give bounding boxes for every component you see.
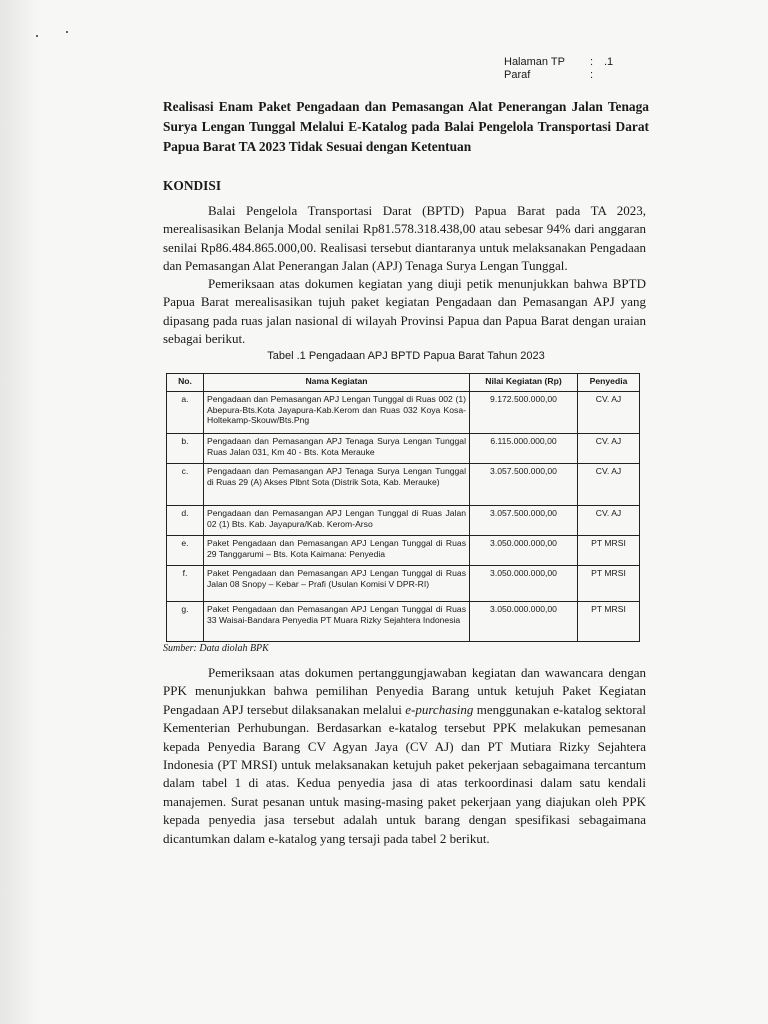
halaman-value: .1 [604, 56, 614, 68]
apj-table [166, 373, 640, 642]
column-header-nama: Nama Kegiatan [204, 374, 470, 392]
cell-nama: Paket Pengadaan dan Pemasangan APJ Lengan Tunggal di Ruas Jalan 08 Snopy – Kebar – Prafi (Usulan Komisi V DPR-RI) [204, 566, 470, 602]
table-row [167, 566, 640, 602]
table-caption: Tabel .1 Pengadaan APJ BPTD Papua Barat Tahun 2023 [267, 350, 545, 362]
table-row [167, 506, 640, 536]
paragraph-1 [163, 202, 646, 276]
cell-nama: Pengadaan dan Pemasangan APJ Lengan Tunggal di Ruas 002 (1) Abepura-Bts.Kota Jayapura-Kab.Kerom dan Ruas 032 Koya Kosa-Holtekamp-Skouw/Bts.Png [204, 392, 470, 434]
cell-no: c. [167, 464, 204, 506]
scan-speck [36, 35, 38, 37]
scan-edge [0, 0, 40, 1024]
cell-nama: Pengadaan dan Pemasangan APJ Lengan Tunggal di Ruas Jalan 02 (1) Bts. Kab. Jayapura/Kab. Kerom-Arso [204, 506, 470, 536]
cell-no: e. [167, 536, 204, 566]
column-header-nilai: Nilai Kegiatan (Rp) [470, 374, 578, 392]
cell-nama: Pengadaan dan Pemasangan APJ Tenaga Surya Lengan Tunggal Ruas Jalan 031, Km 40 - Bts. Kota Merauke [204, 434, 470, 464]
paragraph-3-text-a: Pemeriksaan atas dokumen pertanggungjawaban kegiatan dan wawancara dengan PPK menunjukkan bahwa pemilihan Penyedia Barang untuk ketujuh Paket Kegiatan Pengadaan APJ tersebut dilaksanakan melalui [163, 665, 646, 717]
cell-no: d. [167, 506, 204, 536]
paragraph-2 [163, 275, 646, 349]
cell-no: g. [167, 602, 204, 642]
table-header-row [167, 374, 640, 392]
cell-penyedia: PT MRSI [578, 536, 640, 566]
table-row [167, 392, 640, 434]
paraf-row [504, 69, 613, 82]
cell-penyedia: CV. AJ [578, 434, 640, 464]
halaman-label: Halaman TP [504, 56, 565, 68]
cell-penyedia: CV. AJ [578, 464, 640, 506]
cell-penyedia: PT MRSI [578, 566, 640, 602]
scan-speck [66, 31, 68, 33]
paragraph-1-text: Balai Pengelola Transportasi Darat (BPTD) Papua Barat pada TA 2023, merealisasikan Belanja Modal senilai Rp81.578.318.438,00 atau sebesar 94% dari anggaran senilai Rp86.484.865.000,00. Realisasi tersebut diantaranya untuk melaksanakan Pengadaan dan Pemasangan Alat Penerangan Jalan (APJ) Tenaga Surya Lengan Tunggal. [163, 203, 646, 274]
section-heading: KONDISI [163, 178, 222, 193]
cell-nilai: 3.050.000.000,00 [470, 602, 578, 642]
table-row [167, 464, 640, 506]
table-source: Sumber: Data diolah BPK [163, 643, 269, 654]
cell-penyedia: PT MRSI [578, 602, 640, 642]
cell-nama: Pengadaan dan Pemasangan APJ Tenaga Surya Lengan Tunggal di Ruas 29 (A) Akses Plbnt Sota (Distrik Sota, Kab. Merauke) [204, 464, 470, 506]
document-title: Realisasi Enam Paket Pengadaan dan Pemasangan Alat Penerangan Jalan Tenaga Surya Lengan Tunggal Melalui E-Katalog pada Balai Pengelola Transportasi Darat Papua Barat TA 2023 Tidak Sesuai dengan Ketentuan [163, 99, 649, 154]
cell-nilai: 9.172.500.000,00 [470, 392, 578, 434]
cell-no: a. [167, 392, 204, 434]
cell-nilai: 3.057.500.000,00 [470, 506, 578, 536]
cell-no: b. [167, 434, 204, 464]
table-row [167, 536, 640, 566]
halaman-colon: : [590, 56, 594, 68]
cell-nama: Paket Pengadaan dan Pemasangan APJ Lengan Tunggal di Ruas 33 Waisai-Bandara Penyedia PT Muara Rizky Sejahtera Indonesia [204, 602, 470, 642]
paragraph-3-italic: e-purchasing [405, 701, 474, 717]
table-row [167, 434, 640, 464]
cell-no: f. [167, 566, 204, 602]
column-header-penyedia: Penyedia [578, 374, 640, 392]
cell-nama: Paket Pengadaan dan Pemasangan APJ Lengan Tunggal di Ruas 29 Tanggarumi – Bts. Kota Kaimana: Penyedia [204, 536, 470, 566]
cell-penyedia: CV. AJ [578, 392, 640, 434]
halaman-row [504, 56, 613, 69]
paraf-colon: : [590, 69, 594, 81]
cell-penyedia: CV. AJ [578, 506, 640, 536]
cell-nilai: 3.050.000.000,00 [470, 566, 578, 602]
column-header-no: No. [167, 374, 204, 392]
paraf-label: Paraf [504, 69, 531, 81]
paragraph-3-text-b: menggunakan e-katalog sektoral Kementerian Perhubungan. Berdasarkan e-katalog tersebut PPK melakukan pemesanan kepada Penyedia Barang CV Agyan Jaya (CV AJ) dan PT Mutiara Rizky Sejahtera Indonesia (PT MRSI) untuk melaksanakan ketujuh paket pekerjaan sebagaimana tercantum dalam tabel 1 di atas. Kedua penyedia jasa di atas terkoordinasi dalam satu kendali manajemen. Surat pesanan untuk masing-masing paket pekerjaan yang diajukan oleh PPK kepada penyedia jasa tersebut adalah untuk barang dengan spesifikasi sebagaimana dicantumkan dalam e-katalog yang tersaji pada tabel 2 berikut. [163, 701, 646, 846]
paragraph-2-text: Pemeriksaan atas dokumen kegiatan yang diuji petik menunjukkan bahwa BPTD Papua Barat merealisasikan tujuh paket kegiatan Pengadaan dan Pemasangan APJ yang dipasang pada ruas jalan nasional di wilayah Provinsi Papua dan Papua Barat dengan uraian sebagai berikut. [163, 276, 646, 347]
cell-nilai: 3.050.000.000,00 [470, 536, 578, 566]
table-row [167, 602, 640, 642]
page-meta [504, 56, 613, 82]
paragraph-3 [163, 664, 646, 848]
cell-nilai: 3.057.500.000,00 [470, 464, 578, 506]
cell-nilai: 6.115.000.000,00 [470, 434, 578, 464]
